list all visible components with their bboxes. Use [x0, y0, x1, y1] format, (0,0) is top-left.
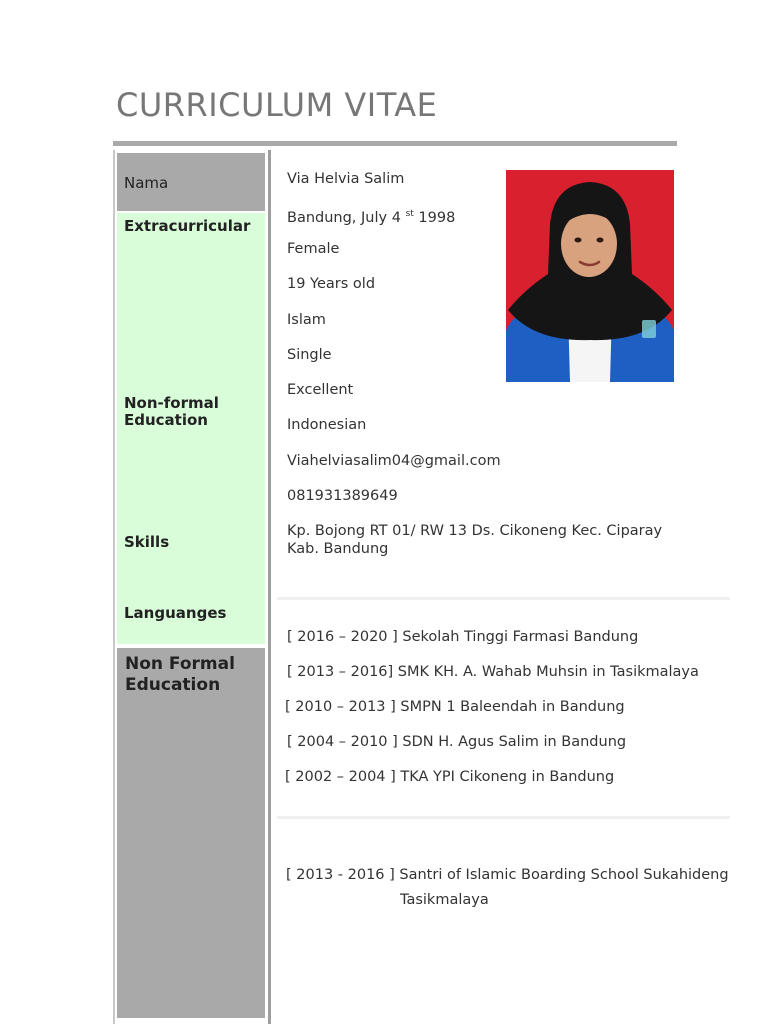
birth-year: 1998 [418, 210, 456, 226]
label-extracurricular: Extracurricular [124, 217, 251, 235]
profile-photo [506, 170, 674, 382]
value-gender: Female [287, 241, 340, 257]
value-status: Single [287, 347, 332, 363]
page-title: CURRICULUM VITAE [116, 86, 438, 124]
value-religion: Islam [287, 312, 326, 328]
section-divider-2 [277, 816, 730, 819]
value-age: 19 Years old [287, 276, 376, 292]
label-nonformal-heading: Non Formal Education [125, 654, 235, 695]
label-skills: Skills [124, 533, 170, 551]
value-name: Via Helvia Salim [287, 171, 405, 187]
value-address: Kp. Bojong RT 01/ RW 13 Ds. Cikoneng Kec. Ciparay Kab. Bandung [287, 523, 663, 557]
education-entry: [ 2013 – 2016] SMK KH. A. Wahab Muhsin in Tasikmalaya [287, 664, 699, 680]
value-nationality: Indonesian [287, 417, 367, 433]
education-entry: [ 2004 – 2010 ] SDN H. Agus Salim in Bandung [287, 734, 627, 750]
value-birth [287, 205, 455, 227]
label-nama: Nama [124, 174, 169, 192]
education-entry: [ 2016 – 2020 ] Sekolah Tinggi Farmasi Bandung [287, 629, 639, 645]
value-email: Viahelviasalim04@gmail.com [287, 453, 501, 469]
birth-place-date: Bandung, July 4 [287, 210, 401, 226]
section-divider-1 [277, 597, 730, 600]
label-languages: Languanges [124, 604, 227, 622]
education-entry: [ 2002 – 2004 ] TKA YPI Cikoneng in Bandung [285, 769, 615, 785]
nonformal-entry: [ 2013 - 2016 ] Santri of Islamic Boarding School Sukahideng [286, 867, 729, 883]
nonformal-entry-location: Tasikmalaya [400, 892, 489, 908]
value-phone: 081931389649 [287, 488, 398, 504]
value-health: Excellent [287, 382, 354, 398]
title-divider [113, 141, 677, 146]
education-entry: [ 2010 – 2013 ] SMPN 1 Baleendah in Bandung [285, 699, 625, 715]
sidebar-grey-block [117, 648, 265, 1018]
label-nonformal-education: Non-formal Education [124, 394, 219, 429]
birth-ordinal: st [405, 209, 414, 219]
